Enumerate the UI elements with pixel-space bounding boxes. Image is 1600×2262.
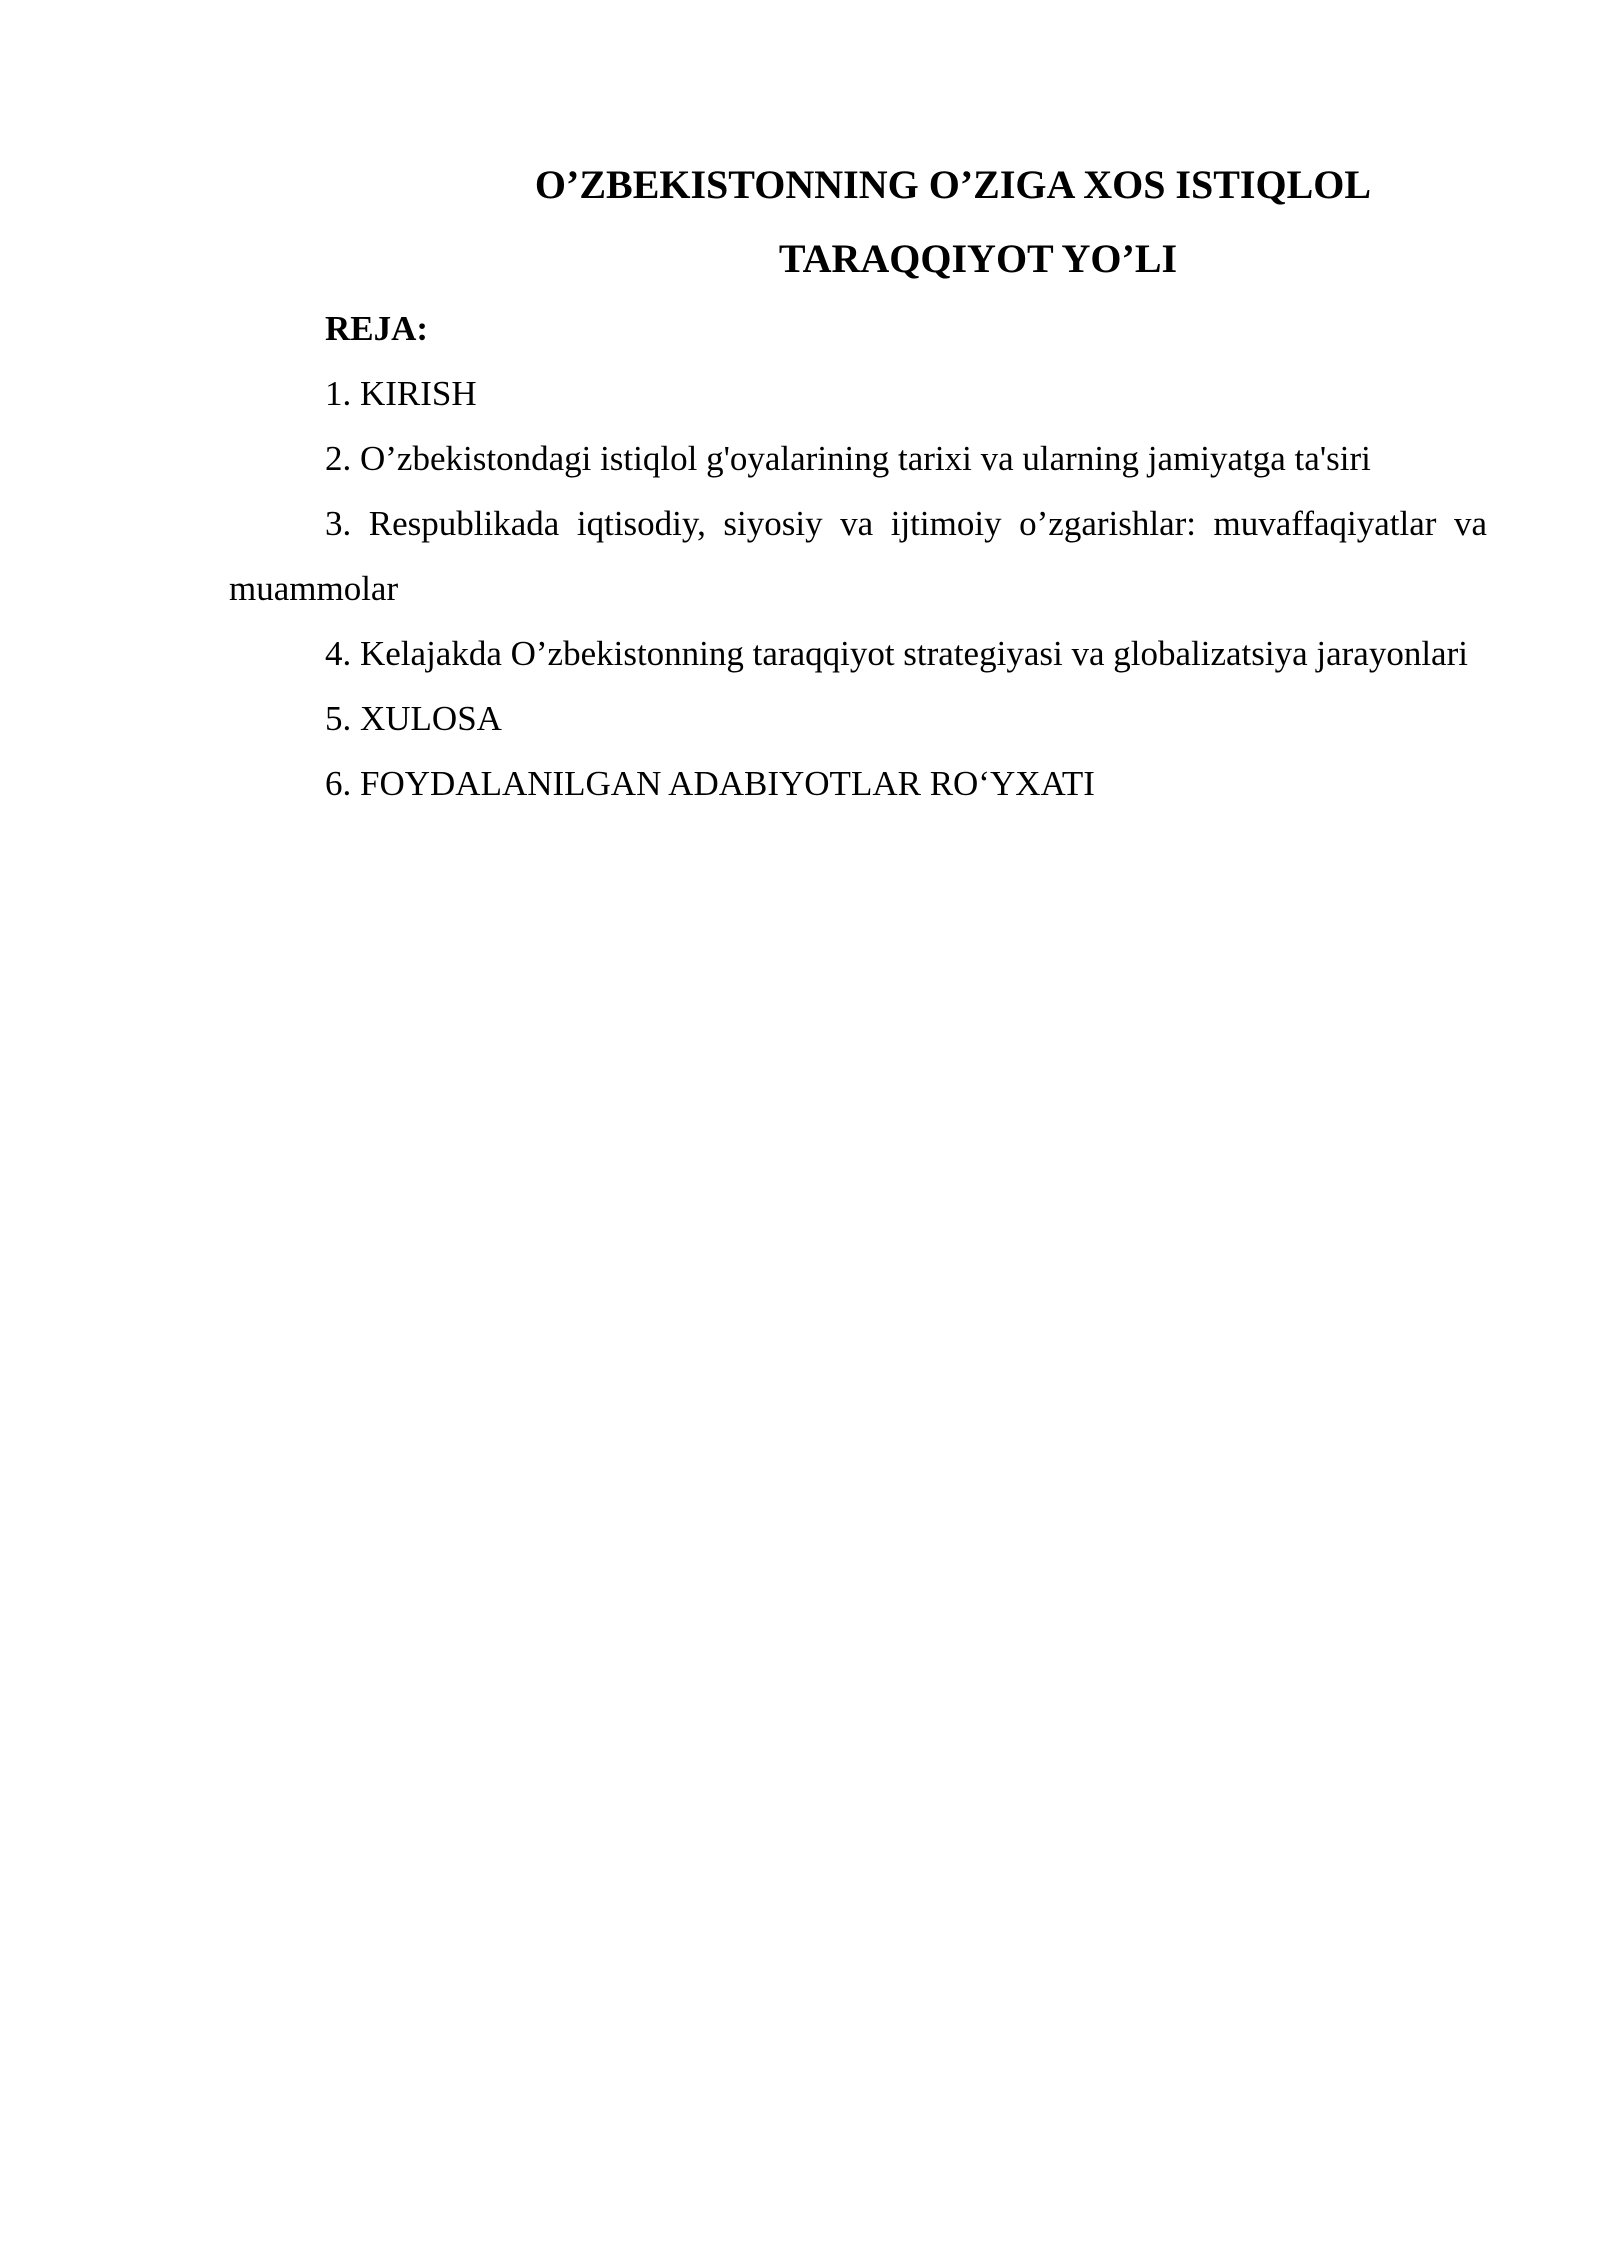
plan-item-3: 3. Respublikada iqtisodiy, siyosiy va ijtimoiy o’zgarishlar: muvaffaqiyatlar va muammolar bbox=[229, 504, 1487, 608]
document-content bbox=[229, 148, 1487, 816]
plan-item-6: 6. FOYDALANILGAN ADABIYOTLAR RO‘YXATI bbox=[325, 764, 1095, 803]
plan-item-5: 5. XULOSA bbox=[325, 699, 502, 738]
plan-item-2: 2. O’zbekistondagi istiqlol g'oyalarining tarixi va ularning jamiyatga ta'siri bbox=[325, 439, 1371, 478]
document-title-line-1: O’ZBEKISTONNING O’ZIGA XOS ISTIQLOL bbox=[534, 162, 1372, 207]
document-title-line-2: TARAQQIYOT YO’LI bbox=[778, 236, 1178, 281]
plan-heading: REJA: bbox=[325, 309, 429, 348]
plan-item-1: 1. KIRISH bbox=[325, 374, 477, 413]
plan-item-4: 4. Kelajakda O’zbekistonning taraqqiyot strategiyasi va globalizatsiya jarayonlari bbox=[325, 634, 1468, 673]
